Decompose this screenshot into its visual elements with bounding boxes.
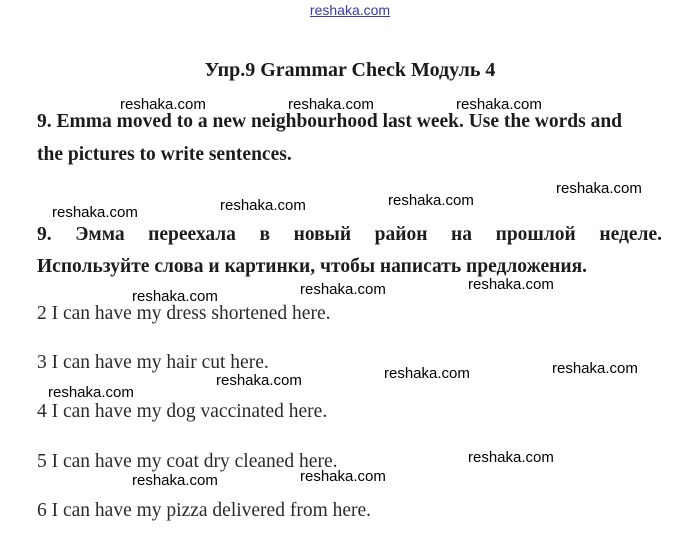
watermark: reshaka.com [120, 96, 206, 113]
watermark: reshaka.com [132, 288, 218, 305]
answer-line: 6 I can have my pizza delivered from here. [37, 500, 372, 521]
watermark: reshaka.com [556, 180, 642, 197]
page-title: Упр.9 Grammar Check Модуль 4 [204, 59, 496, 81]
watermark: reshaka.com [52, 204, 138, 221]
watermark: reshaka.com [300, 468, 386, 485]
task-english-line-1: 9. Emma moved to a new neighbourhood last week. Use the words and [37, 111, 623, 132]
answer-line: 5 I can have my coat dry cleaned here. [37, 451, 338, 472]
watermark: reshaka.com [288, 96, 374, 113]
answer-line: 2 I can have my dress shortened here. [37, 303, 331, 324]
watermark: reshaka.com [384, 365, 470, 382]
watermark: reshaka.com [216, 372, 302, 389]
answer-line: 4 I can have my dog vaccinated here. [37, 401, 328, 422]
watermark: reshaka.com [132, 472, 218, 489]
watermark: reshaka.com [468, 276, 554, 293]
answer-line: 3 I can have my hair cut here. [37, 352, 269, 373]
task-russian-line-1: 9. Эмма переехала в новый район на прошлой неделе. [37, 224, 662, 245]
watermark: reshaka.com [300, 281, 386, 298]
watermark: reshaka.com [456, 96, 542, 113]
watermark: reshaka.com [220, 197, 306, 214]
watermark: reshaka.com [468, 449, 554, 466]
watermark: reshaka.com [48, 384, 134, 401]
task-russian-line-2: Используйте слова и картинки, чтобы написать предложения. [37, 256, 587, 277]
task-english-line-2: the pictures to write sentences. [37, 144, 292, 165]
site-header-link[interactable]: reshaka.com [309, 2, 391, 18]
watermark: reshaka.com [388, 192, 474, 209]
watermark: reshaka.com [552, 360, 638, 377]
